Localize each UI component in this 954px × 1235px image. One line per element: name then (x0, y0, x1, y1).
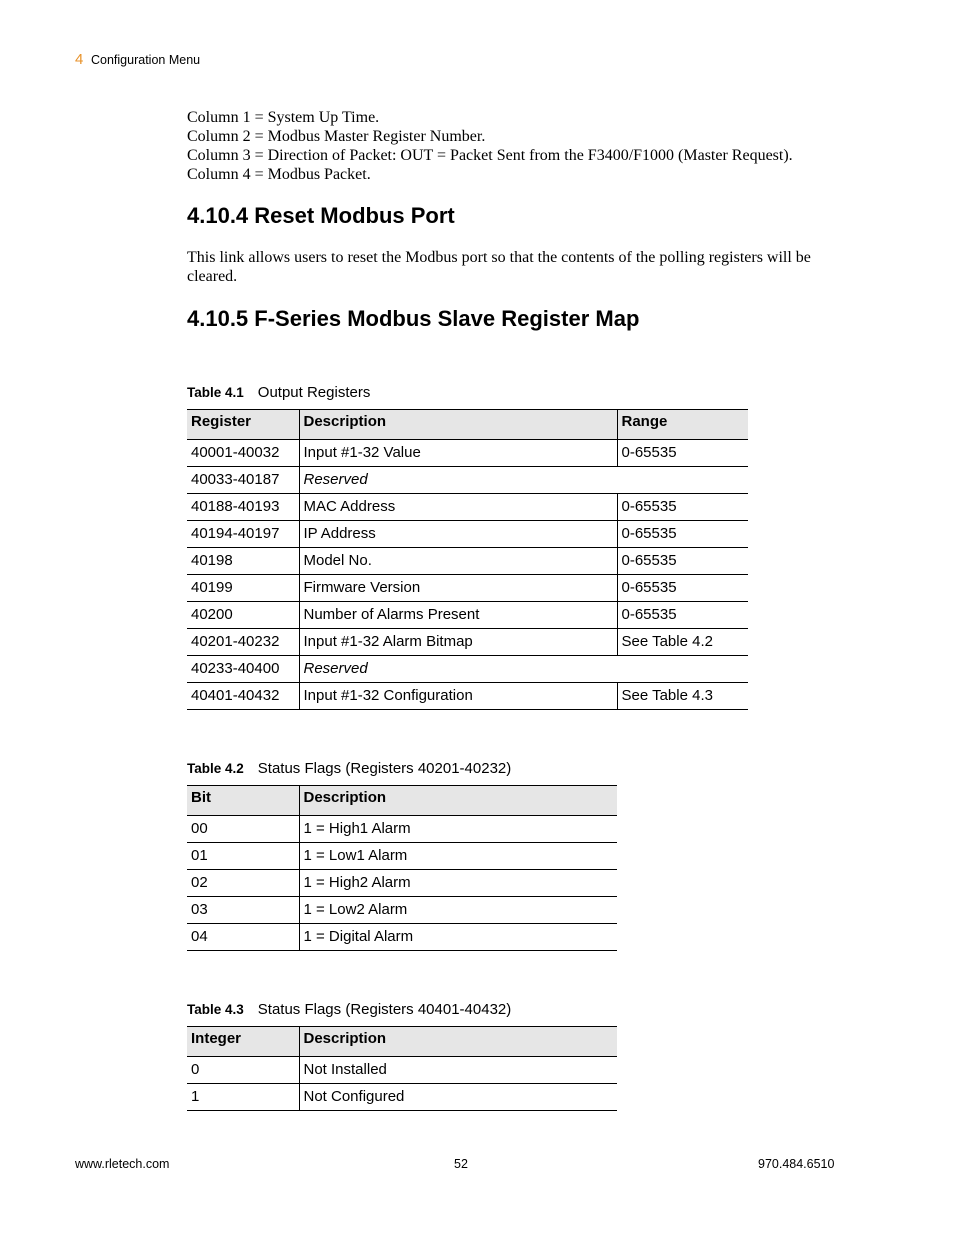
table-caption-label: Table 4.3 (187, 1002, 244, 1017)
table-row (187, 870, 617, 897)
table-row (187, 1057, 617, 1084)
range-cell: 0-65535 (617, 548, 748, 575)
table-row (187, 629, 748, 656)
range-cell: See Table 4.2 (617, 629, 748, 656)
section-body-reset-modbus-port: This link allows users to reset the Modbus port so that the contents of the polling registers will be cleared. (187, 249, 811, 285)
table-row (187, 548, 748, 575)
output-registers-table (187, 409, 748, 710)
table-header-row (187, 1027, 617, 1057)
column-header: Integer (187, 1027, 299, 1057)
table-row (187, 656, 748, 683)
table-header-row (187, 410, 748, 440)
table-caption (187, 760, 511, 777)
register-cell: 40001-40032 (187, 440, 299, 467)
bit-cell: 04 (187, 924, 299, 951)
range-cell: 0-65535 (617, 440, 748, 467)
description-cell: Reserved (299, 467, 748, 494)
table-caption (187, 1001, 511, 1018)
chapter-number: 4 (75, 51, 84, 68)
description-cell: 1 = Digital Alarm (299, 924, 617, 951)
table-row (187, 575, 748, 602)
column-header: Range (617, 410, 748, 440)
register-cell: 40194-40197 (187, 521, 299, 548)
section-heading-reset-modbus-port: 4.10.4 Reset Modbus Port (187, 203, 455, 228)
range-cell: See Table 4.3 (617, 683, 748, 710)
description-cell: Input #1-32 Configuration (299, 683, 617, 710)
column-header: Description (299, 1027, 617, 1057)
range-cell: 0-65535 (617, 494, 748, 521)
footer-page-number: 52 (454, 1157, 468, 1171)
register-cell: 40188-40193 (187, 494, 299, 521)
description-cell: Number of Alarms Present (299, 602, 617, 629)
column-header: Description (299, 410, 617, 440)
status-flags-bit-table (187, 785, 617, 951)
column-header: Register (187, 410, 299, 440)
table-header-row (187, 786, 617, 816)
bit-cell: 01 (187, 843, 299, 870)
description-cell: Input #1-32 Alarm Bitmap (299, 629, 617, 656)
bit-cell: 00 (187, 816, 299, 843)
status-flags-integer-table (187, 1026, 617, 1111)
integer-cell: 0 (187, 1057, 299, 1084)
description-cell: IP Address (299, 521, 617, 548)
bit-cell: 02 (187, 870, 299, 897)
table-caption-label: Table 4.1 (187, 385, 244, 400)
description-cell: Firmware Version (299, 575, 617, 602)
table-caption-text: Status Flags (Registers 40201-40232) (257, 760, 512, 777)
column-line: Column 4 = Modbus Packet. (187, 166, 371, 183)
table-row (187, 602, 748, 629)
table-row (187, 843, 617, 870)
table-row (187, 521, 748, 548)
register-cell: 40401-40432 (187, 683, 299, 710)
table-row (187, 816, 617, 843)
table-row (187, 683, 748, 710)
table-row (187, 494, 748, 521)
table-caption-label: Table 4.2 (187, 761, 244, 776)
description-cell: 1 = High1 Alarm (299, 816, 617, 843)
footer-phone: 970.484.6510 (758, 1157, 835, 1171)
column-line: Column 1 = System Up Time. (187, 109, 380, 126)
description-cell: 1 = Low1 Alarm (299, 843, 617, 870)
description-cell: Reserved (299, 656, 748, 683)
range-cell: 0-65535 (617, 575, 748, 602)
chapter-title: Configuration Menu (91, 53, 201, 67)
register-cell: 40233-40400 (187, 656, 299, 683)
table-caption-text: Status Flags (Registers 40401-40432) (257, 1001, 512, 1018)
register-cell: 40033-40187 (187, 467, 299, 494)
description-cell: Input #1-32 Value (299, 440, 617, 467)
description-cell: 1 = Low2 Alarm (299, 897, 617, 924)
column-descriptions (187, 108, 847, 184)
register-cell: 40201-40232 (187, 629, 299, 656)
integer-cell: 1 (187, 1084, 299, 1111)
table-row (187, 1084, 617, 1111)
column-header: Bit (187, 786, 299, 816)
table-caption-text: Output Registers (257, 384, 371, 401)
description-cell: 1 = High2 Alarm (299, 870, 617, 897)
register-cell: 40199 (187, 575, 299, 602)
register-cell: 40200 (187, 602, 299, 629)
column-line: Column 3 = Direction of Packet: OUT = Packet Sent from the F3400/F1000 (Master Request). (187, 147, 793, 164)
description-cell: Model No. (299, 548, 617, 575)
table-row (187, 924, 617, 951)
footer-website: www.rletech.com (75, 1157, 170, 1171)
register-cell: 40198 (187, 548, 299, 575)
table-row (187, 440, 748, 467)
description-cell: Not Installed (299, 1057, 617, 1084)
column-header: Description (299, 786, 617, 816)
column-line: Column 2 = Modbus Master Register Number. (187, 128, 486, 145)
description-cell: Not Configured (299, 1084, 617, 1111)
description-cell: MAC Address (299, 494, 617, 521)
table-row (187, 897, 617, 924)
table-row (187, 467, 748, 494)
section-heading-register-map: 4.10.5 F-Series Modbus Slave Register Map (187, 306, 640, 331)
range-cell: 0-65535 (617, 521, 748, 548)
bit-cell: 03 (187, 897, 299, 924)
table-caption (187, 384, 370, 401)
range-cell: 0-65535 (617, 602, 748, 629)
